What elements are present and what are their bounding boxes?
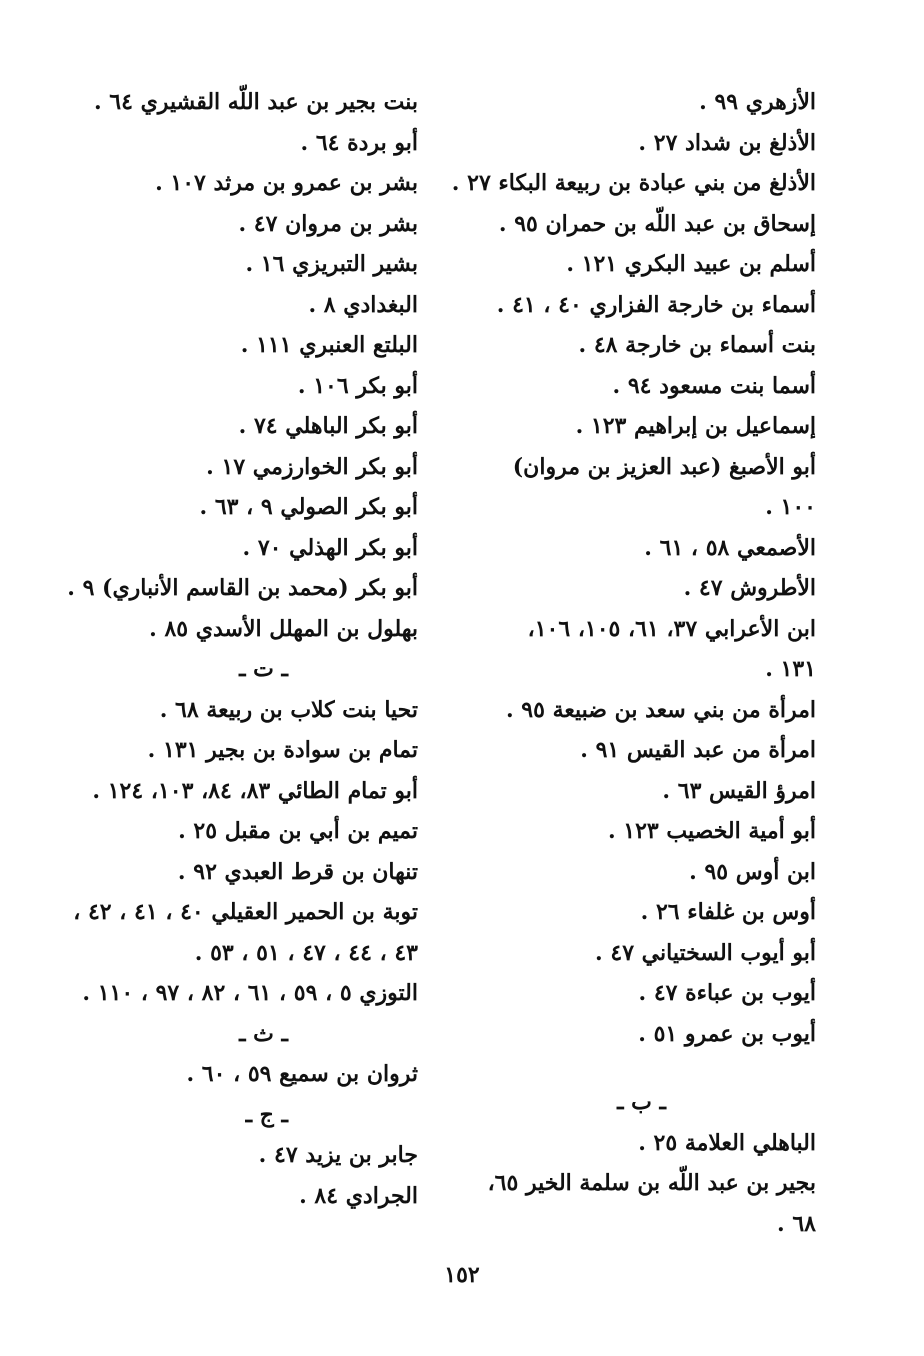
index-entry: إسماعيل بن إبراهيم ١٢٣ .	[575, 413, 816, 439]
index-entry: أبو بكر (محمد بن القاسم الأنباري) ٩ .	[67, 575, 418, 601]
page-number: ١٥٢	[444, 1262, 480, 1288]
index-entry: ثروان بن سميع ٥٩ ، ٦٠ .	[186, 1061, 418, 1087]
index-entry-continuation: ٤٣ ، ٤٤ ، ٤٧ ، ٥١ ، ٥٣ .	[194, 939, 418, 966]
index-entry-text: توبة بن الحمير العقيلي ٤٠ ، ٤١ ، ٤٢ ،	[73, 899, 418, 925]
index-entry-continuation: ١٠٠ .	[765, 494, 816, 520]
index-entry: الأطروش ٤٧ .	[683, 575, 816, 601]
index-entry: بهلول بن المهلل الأسدي ٨٥ .	[149, 615, 418, 642]
index-entry: أبو بردة ٦٤ .	[300, 129, 418, 156]
index-entry: التوزي ٥ ، ٥٩ ، ٦١ ، ٨٢ ، ٩٧ ، ١١٠ .	[82, 980, 418, 1006]
index-entry: بنت بجير بن عبد اللّه القشيري ٦٤ .	[93, 89, 418, 115]
index-entry: تنهان بن قرط العبدي ٩٢ .	[177, 858, 418, 885]
index-entry: تمام بن سوادة بن بجير ١٣١ .	[147, 737, 418, 763]
index-entry-text: ابن الأعرابي ٣٧، ٦١، ١٠٥، ١٠٦،	[527, 615, 816, 642]
index-entry: أبو بكر الباهلي ٧٤ .	[238, 413, 418, 439]
index-entry: الأذلغ من بني عبادة بن ربيعة البكاء ٢٧ .	[451, 170, 816, 196]
index-entry: أبو بكر الهذلي ٧٠ .	[242, 534, 418, 561]
index-entry: جابر بن يزيد ٤٧ .	[258, 1142, 418, 1168]
index-entry: الأصمعي ٥٨ ، ٦١ .	[644, 534, 816, 561]
index-entry-text: بجير بن عبد اللّه بن سلمة الخير ٦٥،	[487, 1170, 816, 1196]
index-entry: أبو أيوب السختياني ٤٧ .	[595, 939, 816, 966]
index-entry: الأزهري ٩٩ .	[699, 89, 816, 115]
index-entry: أيوب بن عمرو ٥١ .	[638, 1020, 816, 1047]
index-entry: أبو بكر الصولي ٩ ، ٦٣ .	[199, 494, 418, 520]
index-entry: أبو بكر الخوارزمي ١٧ .	[206, 453, 418, 480]
index-entry: امرؤ القيس ٦٣ .	[662, 777, 816, 804]
index-entry: تحيا بنت كلاب بن ربيعة ٦٨ .	[159, 696, 418, 723]
index-entry: الأذلغ بن شداد ٢٧ .	[638, 129, 816, 156]
index-entry: تميم بن أبي بن مقبل ٢٥ .	[178, 818, 418, 844]
letter-section-header: ـ ت ـ	[239, 656, 288, 682]
index-entry: أبو بكر ١٠٦ .	[297, 372, 418, 399]
index-entry: بشير التبريزي ١٦ .	[245, 251, 418, 277]
index-entry: أسلم بن عبيد البكري ١٢١ .	[566, 251, 816, 277]
index-entry: أبو تمام الطائي ٨٣، ٨٤، ١٠٣، ١٢٤ .	[92, 777, 418, 804]
index-entry	[456, 447, 816, 528]
index-entry: ابن أوس ٩٥ .	[689, 858, 816, 885]
index-entry	[456, 609, 816, 690]
letter-section-header: ـ ث ـ	[239, 1020, 288, 1047]
index-entry	[456, 1163, 816, 1244]
index-entry: الجرادي ٨٤ .	[299, 1182, 418, 1209]
index-entry: امرأة من بني سعد بن ضبيعة ٩٥ .	[505, 696, 816, 723]
index-entry-text: أبو الأصبغ (عبد العزيز بن مروان)	[512, 453, 816, 480]
index-entry: أيوب بن عباءة ٤٧ .	[638, 980, 816, 1006]
index-entry: أسماء بن خارجة الفزاري ٤٠ ، ٤١ .	[496, 291, 816, 318]
index-entry: البلتع العنبري ١١١ .	[240, 332, 418, 358]
index-entry: أبو أمية الخصيب ١٢٣ .	[607, 818, 816, 844]
section-spacer	[456, 1054, 816, 1082]
index-entry: البغدادي ٨ .	[308, 291, 418, 318]
index-entry: أوس بن غلفاء ٢٦ .	[640, 899, 816, 925]
index-entry: إسحاق بن عبد اللّه بن حمران ٩٥ .	[498, 210, 816, 237]
letter-section-header: ـ ب ـ	[617, 1089, 666, 1115]
letter-section-header: ـ ج ـ	[245, 1101, 288, 1128]
index-entry	[73, 892, 418, 973]
index-column-left	[67, 82, 418, 1216]
index-entry: أسما بنت مسعود ٩٤ .	[612, 372, 816, 399]
index-entry: بشر بن مروان ٤٧ .	[238, 210, 418, 237]
index-entry: بنت أسماء بن خارجة ٤٨ .	[578, 332, 816, 358]
index-column-right	[451, 82, 816, 1244]
index-entry: امرأة من عبد القيس ٩١ .	[580, 737, 816, 763]
index-entry-continuation: ١٣١ .	[765, 656, 816, 682]
index-entry: بشر بن عمرو بن مرثد ١٠٧ .	[155, 170, 418, 196]
index-entry: الباهلي العلامة ٢٥ .	[638, 1129, 816, 1156]
index-entry-continuation: ٦٨ .	[777, 1210, 816, 1237]
